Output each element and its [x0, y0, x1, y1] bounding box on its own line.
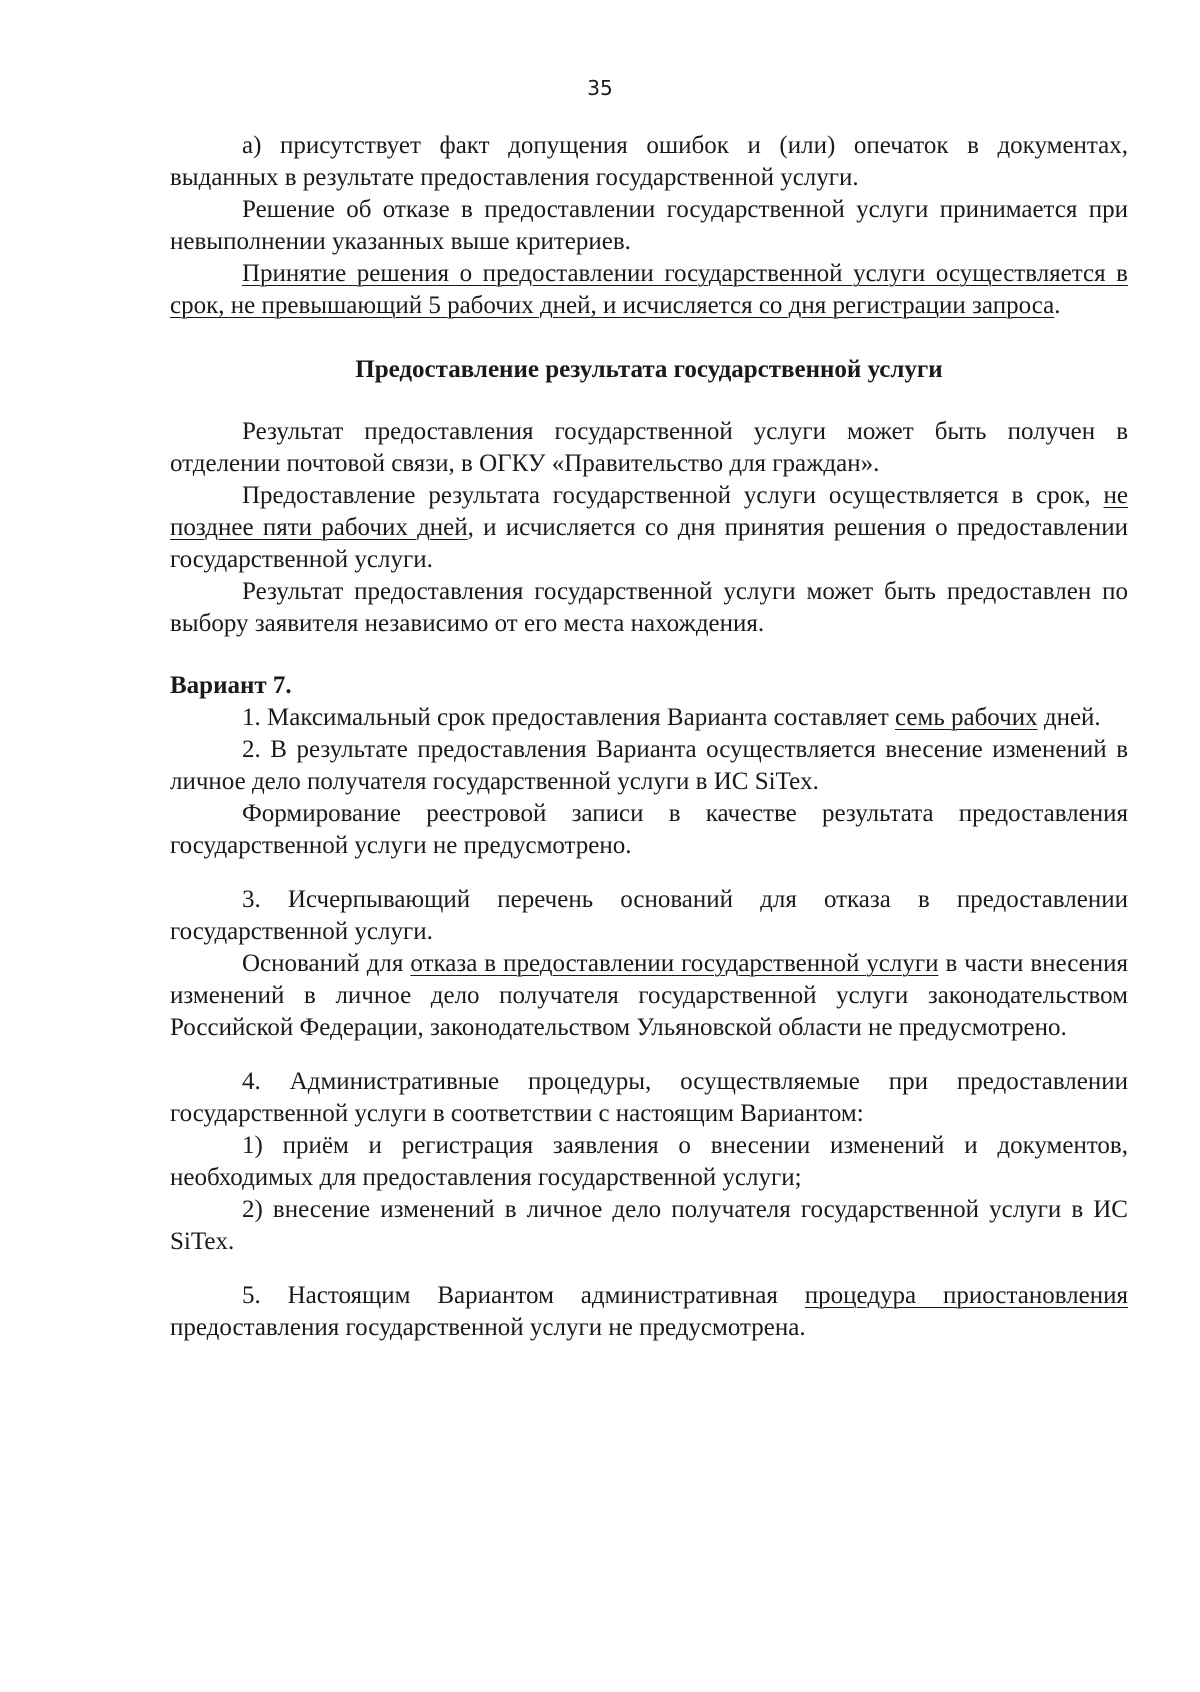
paragraph-errors-fact: а) присутствует факт допущения ошибок и (или) опечаток в документах, выданных в результате предоставления государственной услуги. [170, 132, 1128, 191]
underlined-five-days: не позднее пяти рабочих дней [170, 482, 1128, 541]
paragraph-result-receipt: Результат предоставления государственной услуги может быть получен в отделении почтовой связи, в ОГКУ «Правительство для граждан». [170, 418, 1128, 477]
decision-term-tail: . [1054, 292, 1061, 319]
section-heading-result: Предоставление результата государственной услуги [355, 356, 943, 383]
paragraph-suspension: 5. Настоящим Вариантом административная процедура приостановления предоставления государственной услуги не предусмотрена. [170, 1282, 1129, 1341]
paragraph-result-choice: Результат предоставления государственной услуги может быть предоставлен по выбору заявителя независимо от его места нахождения. [170, 578, 1128, 637]
paragraph-registry-record: Формирование реестровой записи в качестве результата предоставления государственной услуги не предусмотрено. [170, 800, 1128, 859]
paragraph-variant-result: 2. В результате предоставления Варианта осуществляется внесение изменений в личное дело получателя государственной услуги в ИС SiTex. [170, 736, 1128, 795]
paragraph-decision-term [170, 258, 1128, 322]
paragraph-refusal-grounds-title: 3. Исчерпывающий перечень оснований для отказа в предоставлении государственной услуги. [170, 886, 1128, 945]
paragraph-refusal-grounds: Оснований для отказа в предоставлении государственной услуги в части внесения изменений в личное дело получателя государственной услуги законодательством Российской Федерации, законодательством Ульяновской области не предусмотрено. [170, 950, 1128, 1041]
list-item-changes: 2) внесение изменений в личное дело получателя государственной услуги в ИС SiTex. [170, 1196, 1128, 1255]
paragraph-refusal-decision: Решение об отказе в предоставлении государственной услуги принимается при невыполнении указанных выше критериев. [170, 196, 1128, 255]
paragraph-max-term: 1. Максимальный срок предоставления Варианта составляет семь рабочих дней. [242, 704, 1101, 731]
underlined-decision-term: Принятие решения о предоставлении государственной услуги осуществляется в срок, не превышающий 5 рабочих дней, и исчисляется со дня регистрации запроса [170, 260, 1128, 319]
page-number: 35 [587, 76, 613, 100]
underlined-refusal: отказа в предоставлении государственной услуги [410, 950, 939, 977]
underlined-seven-days: семь рабочих [895, 704, 1038, 731]
list-item-reception: 1) приём и регистрация заявления о внесении изменений и документов, необходимых для предоставления государственной услуги; [170, 1132, 1128, 1191]
document-body [170, 130, 1128, 1344]
paragraph-admin-procedures: 4. Административные процедуры, осуществляемые при предоставлении государственной услуги в соответствии с настоящим Вариантом: [170, 1068, 1128, 1127]
variant-title: Вариант 7. [170, 672, 292, 699]
paragraph-result-term: Предоставление результата государственной услуги осуществляется в срок, не позднее пяти рабочих дней, и исчисляется со дня принятия решения о предоставлении государственной услуги. [170, 482, 1128, 573]
underlined-suspension: процедура приостановления [804, 1282, 1129, 1309]
